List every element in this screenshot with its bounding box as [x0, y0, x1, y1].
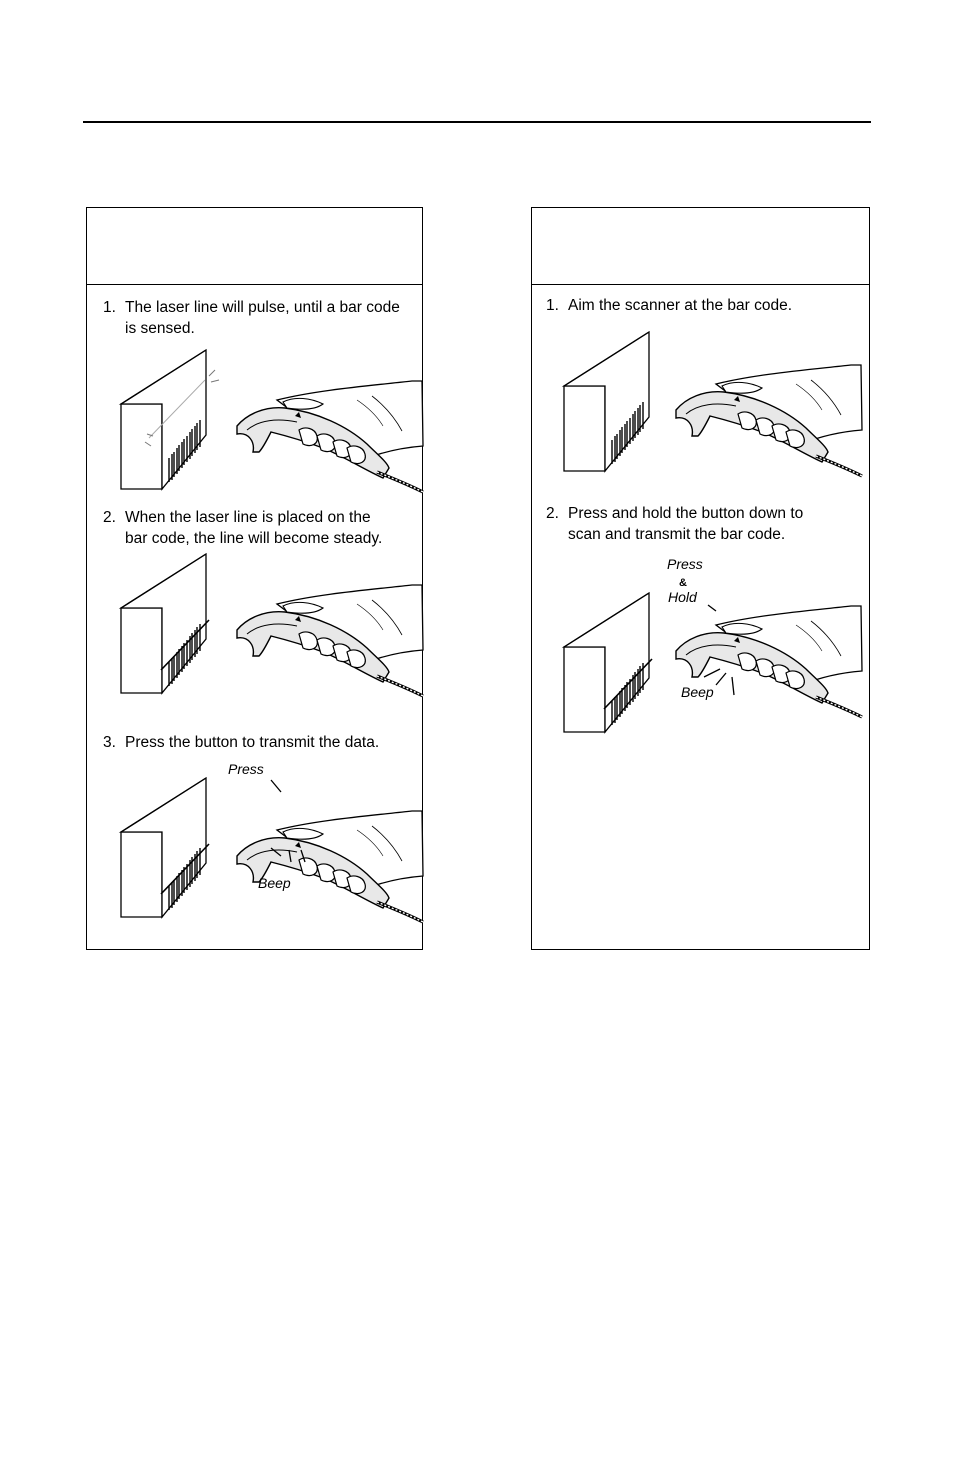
step-number: 2. [103, 509, 116, 526]
beep-label: Beep [681, 684, 714, 700]
step-number: 2. [546, 505, 559, 522]
step-number: 3. [103, 734, 116, 751]
left-instruction-panel [86, 207, 423, 950]
step-text-continued: bar code, the line will become steady. [125, 530, 383, 547]
pulsing-laser-illustration [121, 350, 421, 492]
step-text: The laser line will pulse, until a bar code [125, 299, 400, 316]
left-step-2 [103, 507, 382, 549]
press-label: Press [228, 761, 264, 777]
step-text-continued: scan and transmit the bar code. [568, 526, 786, 543]
press-button-illustration [121, 778, 421, 928]
press-label: Press [667, 556, 703, 572]
page-top-rule [83, 121, 871, 123]
left-step-1 [103, 297, 400, 339]
step-number: 1. [103, 299, 116, 316]
steady-laser-illustration [121, 554, 421, 696]
left-panel-header [87, 208, 422, 285]
right-instruction-panel [531, 207, 870, 950]
right-step-1 [546, 295, 792, 316]
right-panel-header [532, 208, 869, 285]
right-step-2 [546, 503, 803, 545]
beep-label: Beep [258, 875, 291, 891]
left-step-3 [103, 732, 379, 753]
hold-label: Hold [668, 589, 697, 605]
step-number: 1. [546, 297, 559, 314]
step-text: Press the button to transmit the data. [125, 734, 380, 751]
press-and-hold-illustration [564, 593, 864, 735]
step-text: Aim the scanner at the bar code. [568, 297, 793, 314]
aim-scanner-illustration [564, 332, 864, 474]
step-text-continued: is sensed. [125, 320, 195, 337]
step-text: Press and hold the button down to [568, 505, 804, 522]
step-text: When the laser line is placed on the [125, 509, 371, 526]
ampersand-label: & [679, 577, 687, 589]
